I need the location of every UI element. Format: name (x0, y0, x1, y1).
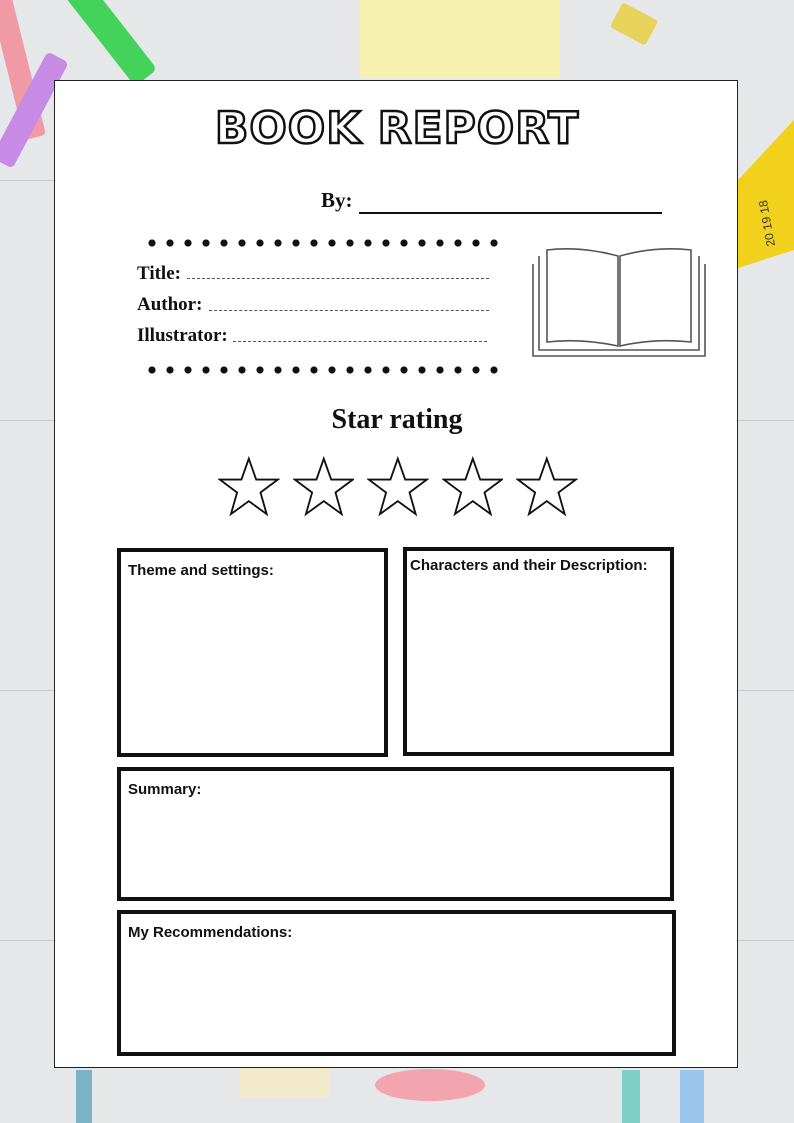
star-icon[interactable] (442, 456, 504, 518)
author-line[interactable] (209, 310, 489, 311)
theme-settings-box[interactable] (117, 548, 388, 757)
open-book-icon (531, 246, 707, 358)
dotted-border-bottom (143, 365, 498, 375)
author-label: Author: (137, 294, 203, 315)
summary-box[interactable] (117, 767, 674, 901)
recommendations-box[interactable] (117, 910, 676, 1056)
title-line[interactable] (187, 278, 489, 279)
illustrator-line[interactable] (233, 341, 487, 342)
star-rating-label: Star rating (331, 404, 463, 435)
by-label: By: (321, 188, 353, 212)
by-name-line[interactable] (359, 212, 662, 214)
book-report-worksheet (54, 80, 738, 1068)
star-icon[interactable] (516, 456, 578, 518)
illustrator-label: Illustrator: (137, 325, 228, 346)
theme-settings-label: Theme and settings: (128, 562, 274, 579)
characters-box[interactable] (403, 547, 674, 756)
summary-label: Summary: (128, 781, 202, 798)
title-label: Title: (137, 263, 181, 284)
dotted-border-top (143, 238, 498, 248)
star-icon[interactable] (218, 456, 280, 518)
star-icon[interactable] (367, 456, 429, 518)
star-rating (218, 456, 578, 520)
svg-text:20 19 18: 20 19 18 (755, 199, 778, 248)
worksheet-title: BOOK REPORT (214, 103, 580, 154)
star-icon[interactable] (293, 456, 355, 518)
characters-label: Characters and their Description: (410, 557, 648, 574)
recommendations-label: My Recommendations: (128, 924, 293, 941)
